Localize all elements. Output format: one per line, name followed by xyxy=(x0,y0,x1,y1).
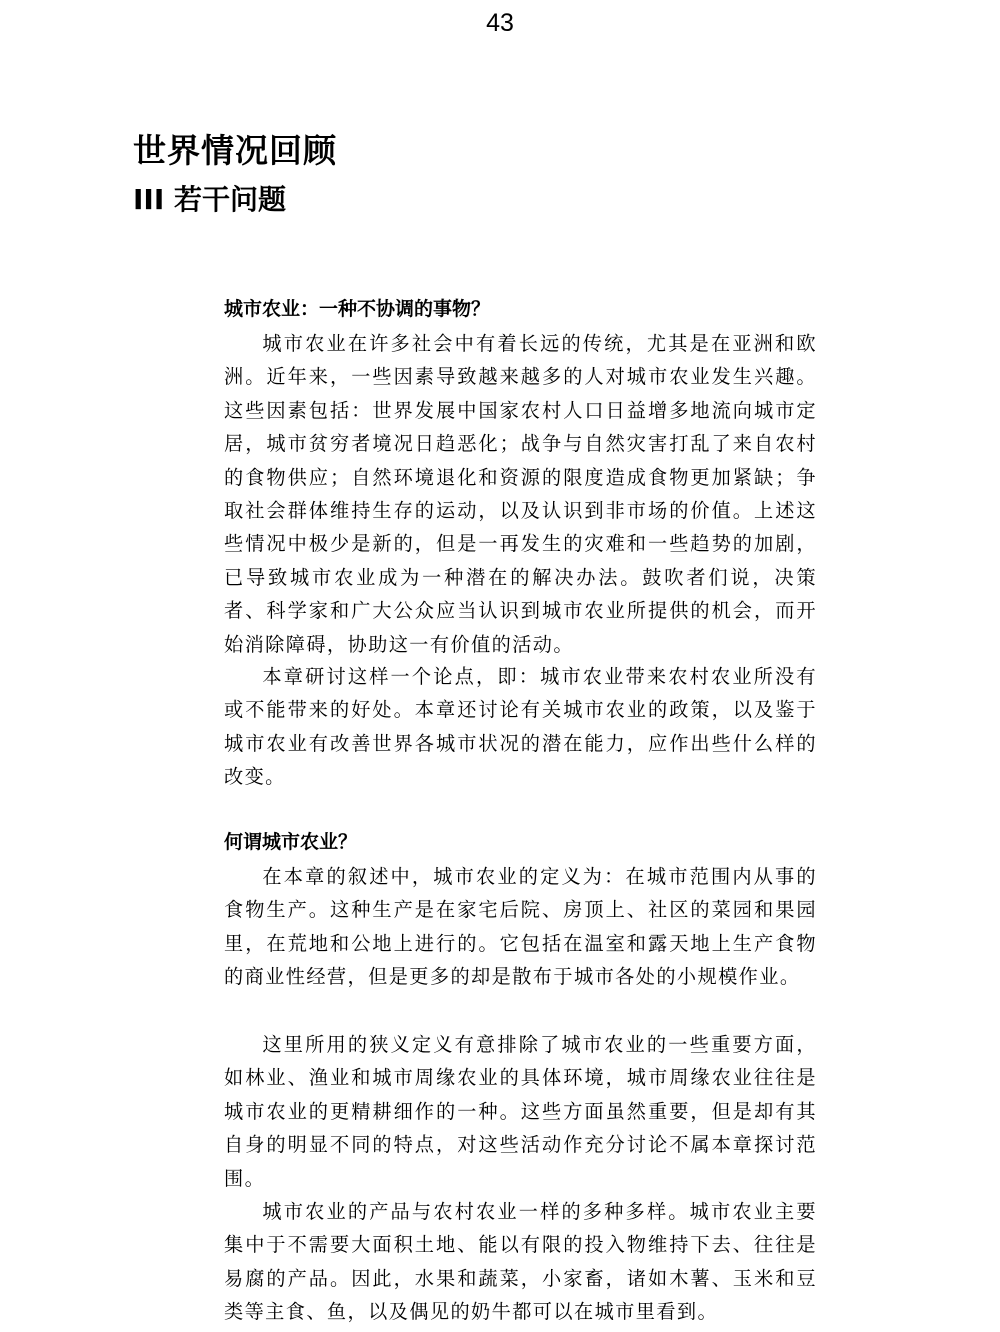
paragraph: 这里所用的狭义定义有意排除了城市农业的一些重要方面，如林业、渔业和城市周缘农业的具体环境，城市周缘农业往往是城市农业的更精耕细作的一种。这些方面虽然重要，但是却有其自身的明显不同的特点，对这些活动作充分讨论不属本章探讨范围。 xyxy=(224,1033,817,1190)
paragraph: 城市农业在许多社会中有着长远的传统，尤其是在亚洲和欧洲。近年来，一些因素导致越来越多的人对城市农业发生兴趣。这些因素包括：世界发展中国家农村人口日益增多地流向城市定居，城市贫穷者境况日趋恶化；战争与自然灾害打乱了来自农村的食物供应；自然环境退化和资源的限度造成食物更加紧缺；争取社会群体维持生存的运动，以及认识到非市场的价值。上述这些情况中极少是新的，但是一再发生的灾难和一些趋势的加剧，已导致城市农业成为一种潜在的解决办法。鼓吹者们说，决策者、科学家和广大公众应当认识到城市农业所提供的机会，而开始消除障碍，协助这一有价值的活动。 xyxy=(224,332,817,656)
chapter-title: 世界情况回顾 xyxy=(133,131,337,170)
section-heading-urban-agriculture: 城市农业：一种不协调的事物？ xyxy=(224,298,491,320)
paragraph: 城市农业的产品与农村农业一样的多种多样。城市农业主要集中于不需要大面积土地、能以有限的投入物维持下去、往往是易腐的产品。因此，水果和蔬菜，小家畜，诸如木薯、玉米和豆类等主食、鱼，以及偶见的奶牛都可以在城市里看到。 xyxy=(224,1200,817,1324)
paragraph: 本章研讨这样一个论点，即：城市农业带来农村农业所没有或不能带来的好处。本章还讨论有关城市农业的政策，以及鉴于城市农业有改善世界各城市状况的潜在能力，应作出些什么样的改变。 xyxy=(224,665,817,789)
paragraph: 在本章的叙述中，城市农业的定义为：在城市范围内从事的食物生产。这种生产是在家宅后院、房顶上、社区的菜园和果园里，在荒地和公地上进行的。它包括在温室和露天地上生产食物的商业性经营，但是更多的却是散布于城市各处的小规模作业。 xyxy=(224,865,817,989)
section-heading-definition: 何谓城市农业？ xyxy=(224,831,358,853)
page-number: 43 xyxy=(486,9,514,37)
chapter-subtitle: III 若干问题 xyxy=(133,183,287,216)
